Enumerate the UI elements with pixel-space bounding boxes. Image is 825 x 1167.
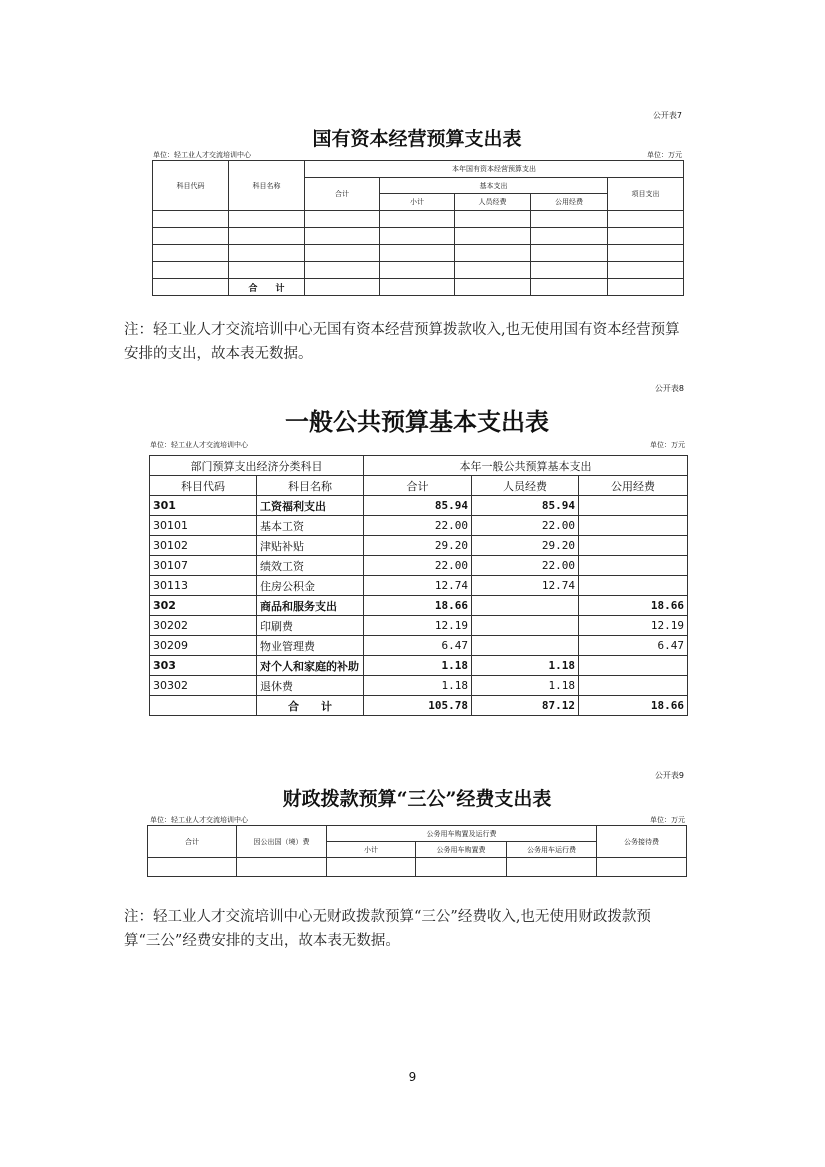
table8-cell-total: 29.20 (364, 536, 472, 556)
table8-header-current: 本年一般公共预算基本支出 (364, 456, 688, 476)
table7-header-code: 科目代码 (153, 161, 229, 211)
table8-cell-public (579, 576, 688, 596)
table8-title: 一般公共预算基本支出表 (285, 407, 549, 436)
table8-cell-code: 30101 (150, 516, 257, 536)
table8-total-personnel: 87.12 (472, 696, 579, 716)
table8-cell-total: 22.00 (364, 516, 472, 536)
table7-header-project: 项目支出 (608, 178, 684, 211)
table7-total-row (153, 279, 684, 296)
table7-header-name: 科目名称 (229, 161, 305, 211)
table-row (150, 556, 688, 576)
table8-total-label: 合 计 (257, 696, 364, 716)
table8-cell-personnel: 85.94 (472, 496, 579, 516)
table-row (153, 245, 684, 262)
table8-cell-code: 30113 (150, 576, 257, 596)
table7-total-label: 合 计 (229, 279, 305, 296)
table-row (150, 496, 688, 516)
table8-cell-public (579, 556, 688, 576)
table8-cell-personnel (472, 636, 579, 656)
table9-header-reception: 公务接待费 (597, 826, 687, 858)
table8-cell-total: 6.47 (364, 636, 472, 656)
table8-cell-public (579, 656, 688, 676)
table8-cell-code: 303 (150, 656, 257, 676)
table8-cell-personnel (472, 616, 579, 636)
table8-cell-name: 津贴补贴 (257, 536, 364, 556)
table8-cell-public (579, 516, 688, 536)
table9-header-subtotal: 小计 (327, 842, 416, 858)
table-row (150, 516, 688, 536)
table8-total-public: 18.66 (579, 696, 688, 716)
page-number: 9 (408, 1070, 417, 1084)
table8-cell-code: 30202 (150, 616, 257, 636)
table-row (153, 211, 684, 228)
table8-cell-public (579, 536, 688, 556)
table-row (148, 858, 687, 877)
table9-header-purchase: 公务用车购置费 (416, 842, 507, 858)
table8-cell-code: 30302 (150, 676, 257, 696)
table8-cell-code: 302 (150, 596, 257, 616)
table8-unit-right: 单位：万元 (650, 441, 685, 449)
table8-tag: 公开表8 (654, 384, 684, 393)
table9-tag: 公开表9 (654, 771, 684, 780)
table8-cell-personnel: 1.18 (472, 656, 579, 676)
table8-cell-total: 12.74 (364, 576, 472, 596)
table8-header-public: 公用经费 (579, 476, 688, 496)
table7-header-public: 公用经费 (531, 194, 608, 211)
table8-cell-personnel: 12.74 (472, 576, 579, 596)
table-row (150, 616, 688, 636)
table8-cell-name: 商品和服务支出 (257, 596, 364, 616)
table8-cell-code: 30107 (150, 556, 257, 576)
table9-title: 财政拨款预算“三公”经费支出表 (282, 788, 552, 810)
table-row (150, 636, 688, 656)
table9-unit-left: 单位：轻工业人才交流培训中心 (150, 816, 248, 824)
table8-cell-personnel (472, 596, 579, 616)
table8-cell-personnel: 1.18 (472, 676, 579, 696)
table8-cell-name: 对个人和家庭的补助 (257, 656, 364, 676)
table8-header-name: 科目名称 (257, 476, 364, 496)
table8-cell-name: 退休费 (257, 676, 364, 696)
table8-header-group: 部门预算支出经济分类科目 (150, 456, 364, 476)
table9-unit-right: 单位：万元 (650, 816, 685, 824)
table9 (147, 825, 687, 877)
table9-header-vehicle: 公务用车购置及运行费 (327, 826, 597, 842)
table7 (152, 160, 684, 296)
table8-cell-total: 12.19 (364, 616, 472, 636)
table8-cell-name: 住房公积金 (257, 576, 364, 596)
table8-cell-public: 6.47 (579, 636, 688, 656)
table-row (150, 656, 688, 676)
table7-unit-left: 单位：轻工业人才交流培训中心 (153, 151, 251, 159)
table8-cell-code: 30209 (150, 636, 257, 656)
table8-cell-name: 印刷费 (257, 616, 364, 636)
table8-cell-total: 1.18 (364, 676, 472, 696)
table-row (153, 262, 684, 279)
table-row (150, 536, 688, 556)
table7-header-basic: 基本支出 (380, 178, 608, 194)
table8-cell-name: 绩效工资 (257, 556, 364, 576)
table8-cell-total: 22.00 (364, 556, 472, 576)
table8-cell-personnel: 29.20 (472, 536, 579, 556)
table8-cell-total: 85.94 (364, 496, 472, 516)
table7-header-current: 本年国有资本经营预算支出 (305, 161, 684, 178)
table8 (149, 455, 688, 716)
table8-cell-name: 基本工资 (257, 516, 364, 536)
table9-note: 注：轻工业人才交流培训中心无财政拨款预算“三公”经费收入,也无使用财政拨款预算“三公”经费安排的支出，故本表无数据。 (124, 909, 651, 949)
table8-total-value: 105.78 (364, 696, 472, 716)
table9-header-total: 合计 (148, 826, 237, 858)
table8-header-personnel: 人员经费 (472, 476, 579, 496)
table8-header-code: 科目代码 (150, 476, 257, 496)
table8-cell-total: 1.18 (364, 656, 472, 676)
table9-header-operation: 公务用车运行费 (507, 842, 597, 858)
table9-header-abroad: 因公出国（境）费 (237, 826, 327, 858)
table8-cell-public: 18.66 (579, 596, 688, 616)
table8-cell-name: 物业管理费 (257, 636, 364, 656)
table7-unit-right: 单位：万元 (647, 151, 682, 159)
table-row (150, 596, 688, 616)
table-row (150, 576, 688, 596)
table8-cell-name: 工资福利支出 (257, 496, 364, 516)
table-row (153, 228, 684, 245)
table8-unit-left: 单位：轻工业人才交流培训中心 (150, 441, 248, 449)
table8-cell-code: 301 (150, 496, 257, 516)
table7-header-subtotal: 小计 (380, 194, 455, 211)
table8-cell-public (579, 676, 688, 696)
table7-title: 国有资本经营预算支出表 (312, 128, 522, 150)
table-row (150, 676, 688, 696)
table8-cell-personnel: 22.00 (472, 556, 579, 576)
table7-note: 注：轻工业人才交流培训中心无国有资本经营预算拨款收入,也无使用国有资本经营预算安排的支出，故本表无数据。 (124, 322, 680, 362)
table8-cell-public (579, 496, 688, 516)
table7-header-personnel: 人员经费 (455, 194, 531, 211)
table8-cell-total: 18.66 (364, 596, 472, 616)
table8-total-row (150, 696, 688, 716)
table8-cell-code: 30102 (150, 536, 257, 556)
table7-header-total: 合计 (305, 178, 380, 211)
table8-cell-personnel: 22.00 (472, 516, 579, 536)
table7-tag: 公开表7 (652, 111, 682, 120)
table8-header-total: 合计 (364, 476, 472, 496)
table8-cell-public: 12.19 (579, 616, 688, 636)
